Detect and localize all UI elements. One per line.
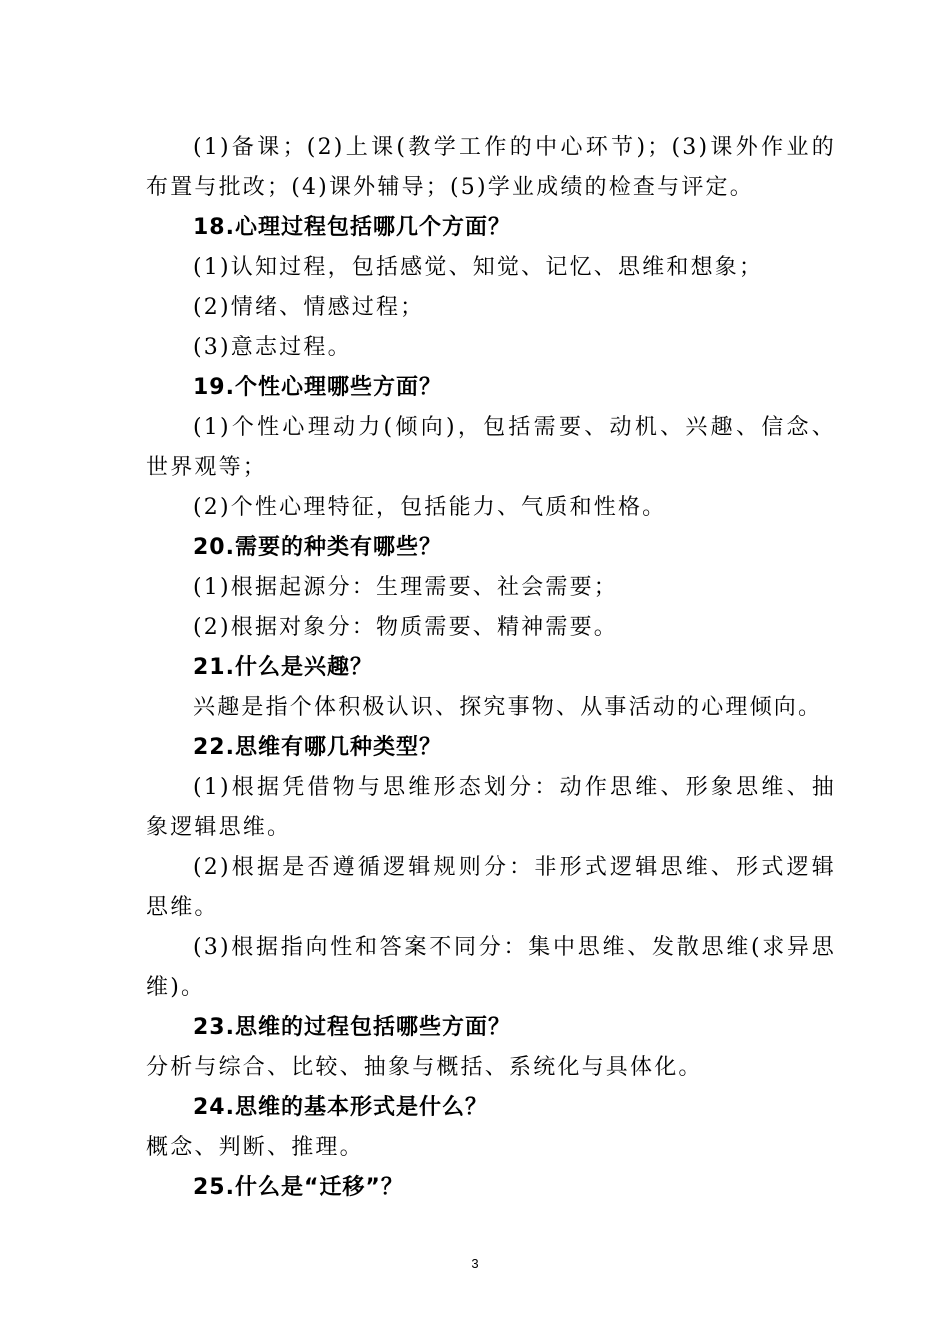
paragraph-line: (2)个性心理特征，包括能力、气质和性格。 <box>193 495 667 520</box>
question-heading: 21.什么是兴趣？ <box>193 655 373 680</box>
paragraph-line: (3)根据指向性和答案不同分：集中思维、发散思维(求异思 <box>193 935 836 960</box>
paragraph-line: (1)个性心理动力(倾向)，包括需要、动机、兴趣、信念、 <box>193 415 836 440</box>
paragraph-line: 象逻辑思维。 <box>146 815 292 840</box>
paragraph-line: (1)根据凭借物与思维形态划分：动作思维、形象思维、抽 <box>193 775 836 800</box>
paragraph-line: (3)意志过程。 <box>193 335 352 360</box>
paragraph-line: 维)。 <box>146 975 206 1000</box>
paragraph-line: 世界观等； <box>146 455 268 480</box>
paragraph-line: (1)根据起源分：生理需要、社会需要； <box>193 575 618 600</box>
paragraph-line: 兴趣是指个体积极认识、探究事物、从事活动的心理倾向。 <box>193 695 823 720</box>
question-heading: 23.思维的过程包括哪些方面？ <box>193 1015 511 1040</box>
paragraph-line: (2)根据是否遵循逻辑规则分：非形式逻辑思维、形式逻辑 <box>193 855 836 880</box>
paragraph-line: 思维。 <box>146 895 219 920</box>
paragraph-line: 概念、判断、推理。 <box>146 1135 364 1160</box>
question-heading: 20.需要的种类有哪些？ <box>193 535 442 560</box>
question-heading: 24.思维的基本形式是什么？ <box>193 1095 488 1120</box>
paragraph-line: 布置与批改；(4)课外辅导；(5)学业成绩的检查与评定。 <box>146 175 754 200</box>
paragraph-line: (2)情绪、情感过程； <box>193 295 425 320</box>
question-heading: 19.个性心理哪些方面？ <box>193 375 442 400</box>
page-number: 3 <box>471 1256 479 1271</box>
paragraph-line: (1)备课；(2)上课(教学工作的中心环节)；(3)课外作业的 <box>193 135 836 160</box>
paragraph-line: 分析与综合、比较、抽象与概括、系统化与具体化。 <box>146 1055 703 1080</box>
question-heading: 18.心理过程包括哪几个方面？ <box>193 215 511 240</box>
paragraph-line: (2)根据对象分：物质需要、精神需要。 <box>193 615 618 640</box>
paragraph-line: (1)认知过程，包括感觉、知觉、记忆、思维和想象； <box>193 255 764 280</box>
question-heading: 25.什么是“迁移”？ <box>193 1175 404 1200</box>
question-heading: 22.思维有哪几种类型？ <box>193 735 442 760</box>
